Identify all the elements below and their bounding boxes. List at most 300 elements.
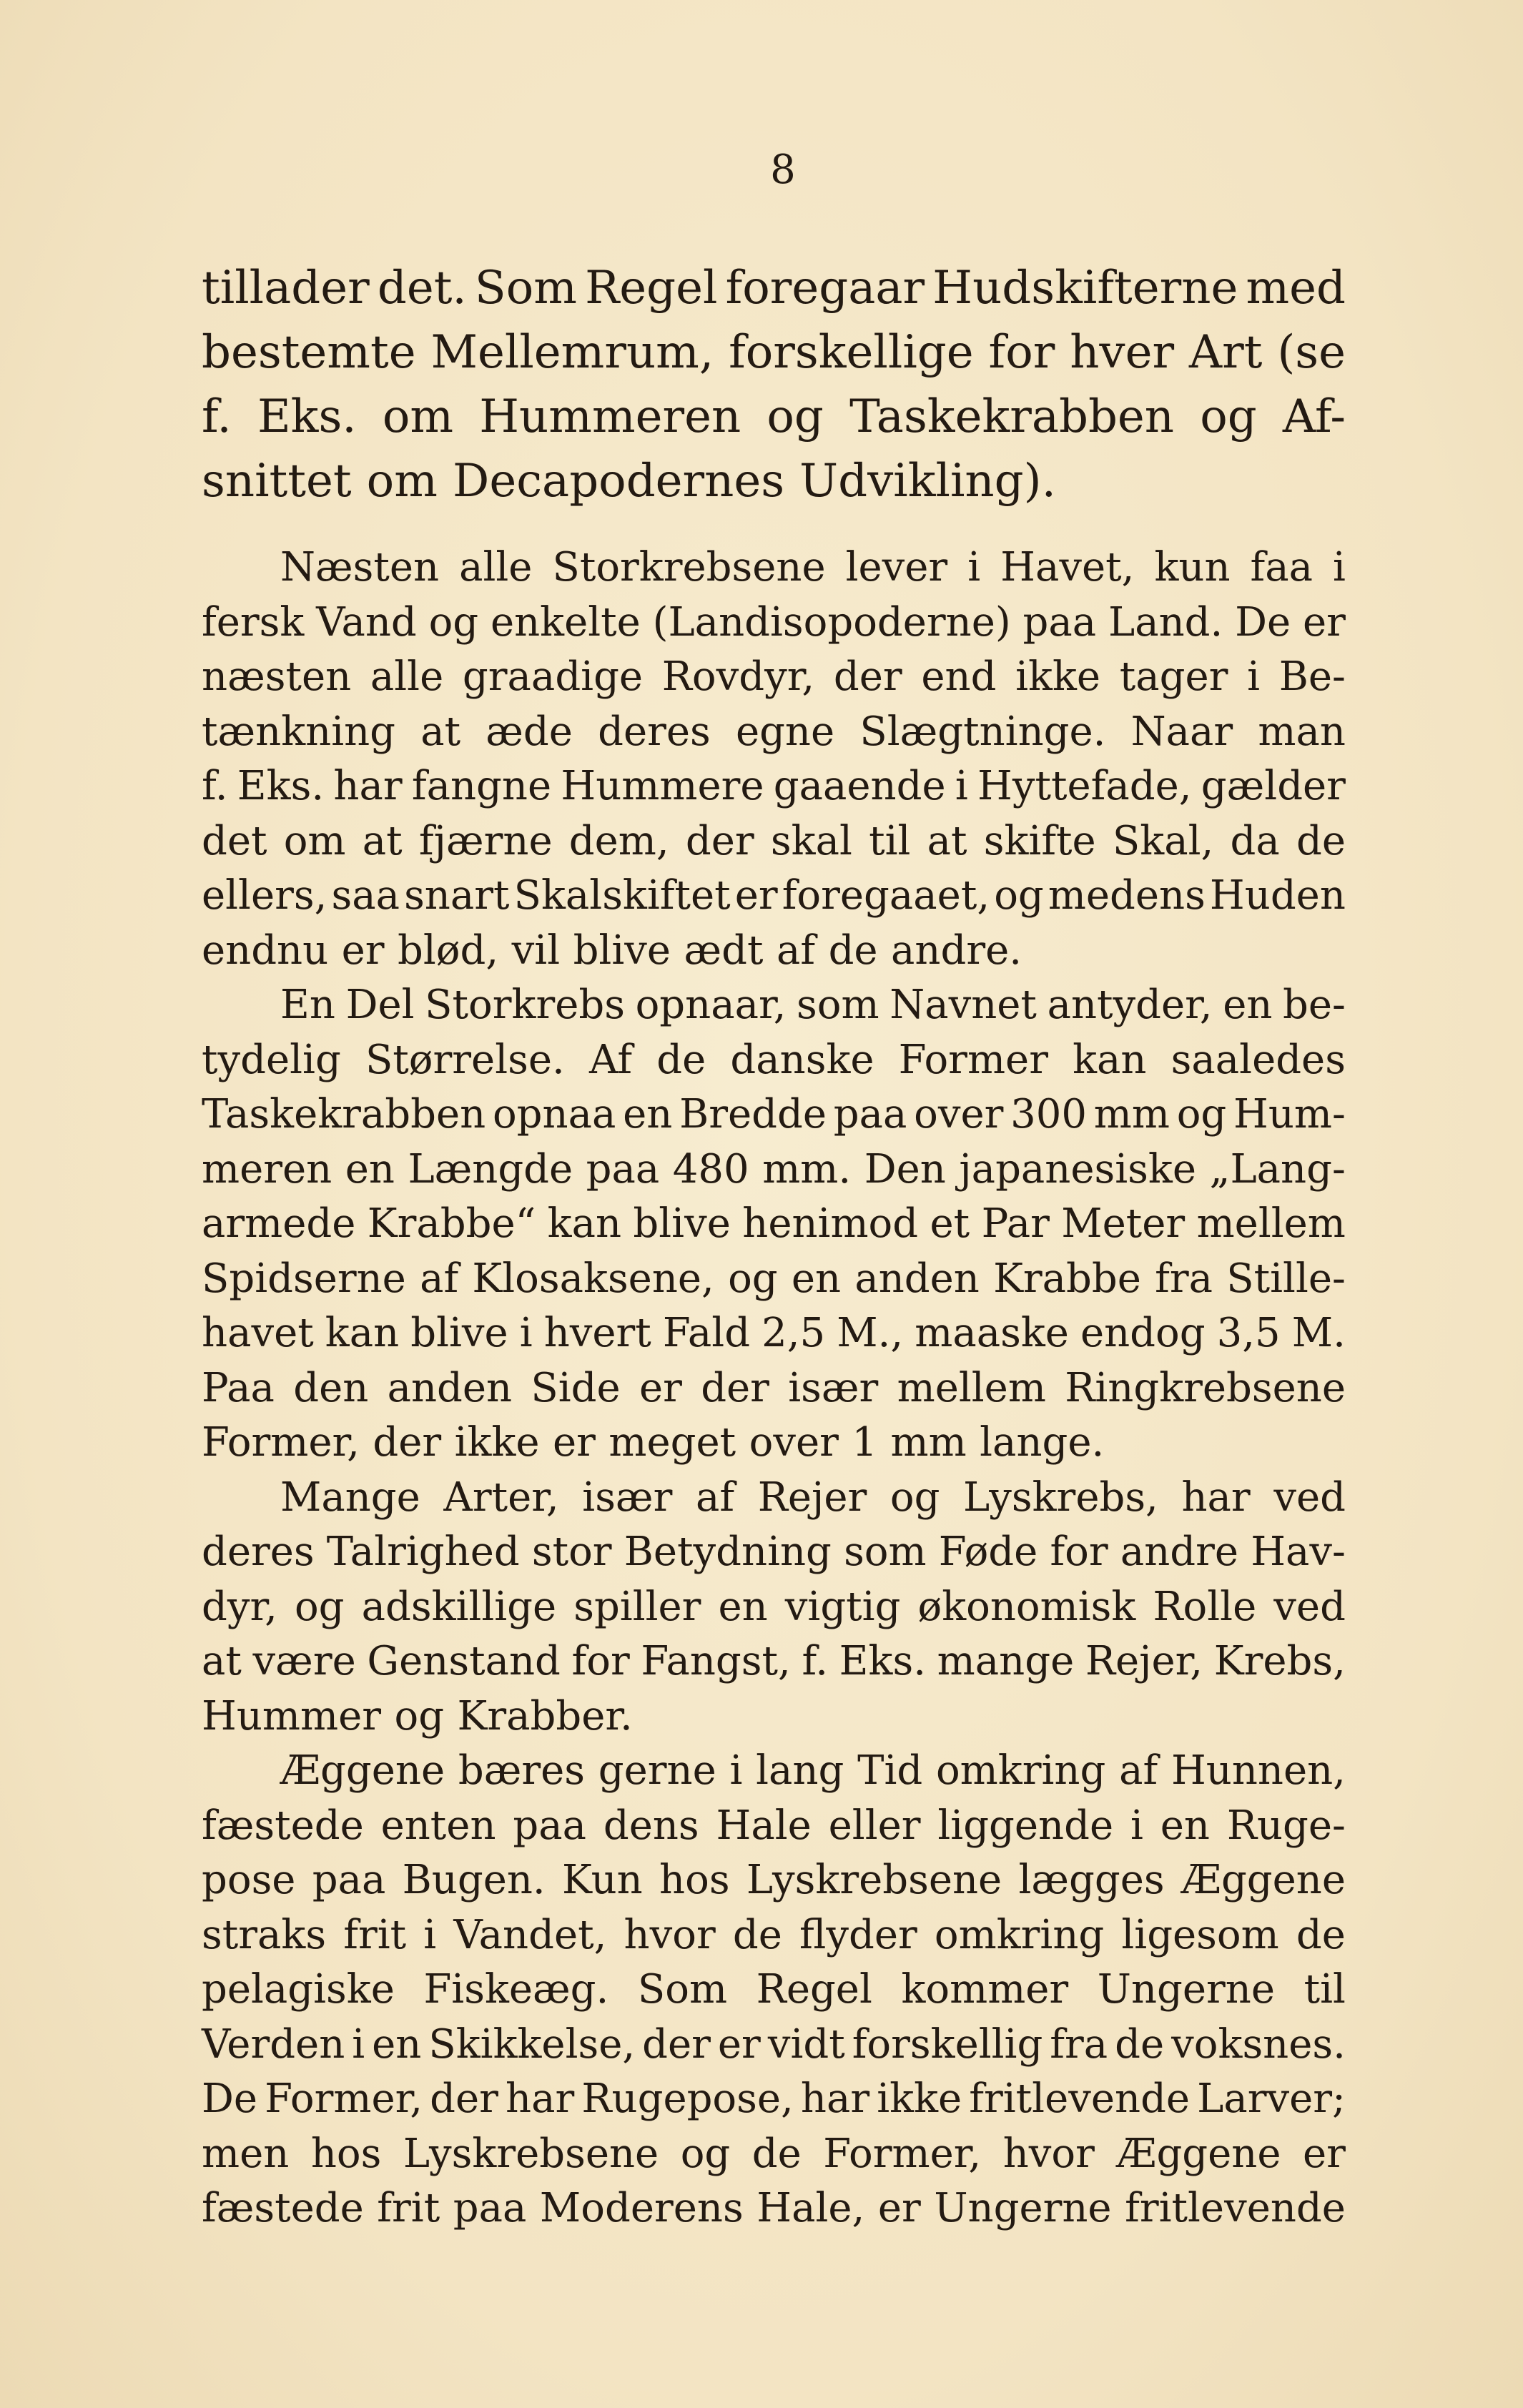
word: er <box>1303 598 1346 646</box>
text-line <box>202 2181 1346 2236</box>
word: ikke <box>1015 653 1101 700</box>
word: i <box>967 544 981 591</box>
word: ikke <box>454 1419 540 1466</box>
word: er <box>1303 2130 1346 2177</box>
word: Føde <box>938 1529 1038 1575</box>
word: blive <box>573 927 671 974</box>
word: Længde <box>408 1145 573 1193</box>
word: Paa <box>202 1364 275 1411</box>
word: for <box>1050 1529 1108 1575</box>
word: at <box>362 817 403 864</box>
word: Storkrebsene <box>552 544 826 591</box>
word: bestemte <box>202 326 416 379</box>
word: fjærne <box>418 817 553 864</box>
word: Af <box>588 1036 633 1083</box>
word: at <box>202 1638 242 1684</box>
word: 1 <box>852 1419 877 1466</box>
word: og <box>294 1583 345 1630</box>
word: Bredde <box>679 1091 827 1138</box>
text-line <box>202 1799 1346 1854</box>
word: endog <box>1080 1310 1206 1356</box>
word: de <box>1115 2020 1165 2068</box>
text-line <box>202 256 1346 320</box>
word: forskellige <box>729 326 974 379</box>
word: Krabbe <box>993 1255 1141 1302</box>
word: fæstede <box>202 2185 364 2231</box>
word: af <box>776 927 816 974</box>
word: Fald <box>662 1310 751 1356</box>
word: eller <box>828 1802 921 1849</box>
word: Skikkelse, <box>428 2020 636 2068</box>
word: har <box>800 2076 870 2122</box>
word: „Lang- <box>1209 1145 1346 1193</box>
word: i <box>1333 544 1346 591</box>
word: Eks. <box>839 1638 927 1684</box>
word: Krebs, <box>1213 1638 1346 1684</box>
word: Som <box>637 1966 728 2013</box>
word: om <box>382 390 454 443</box>
word: deres <box>202 1529 315 1575</box>
word: et <box>930 1200 970 1247</box>
word: Næsten <box>280 544 440 591</box>
word: af <box>1119 1747 1158 1794</box>
word: M., <box>837 1310 904 1356</box>
word: omkring <box>935 1747 1106 1794</box>
word: Talrighed <box>326 1529 520 1575</box>
word: vidt <box>767 2020 845 2068</box>
word: de <box>751 2130 802 2177</box>
word: Moderens <box>539 2185 744 2231</box>
word: Fiskeæg. <box>423 1966 609 2013</box>
word: Hale <box>716 1802 812 1849</box>
word: snart <box>404 872 510 919</box>
word: Udvikling). <box>799 455 1056 508</box>
word: i <box>1247 653 1261 700</box>
word: Krabbe“ <box>367 1200 536 1247</box>
word: Rejer <box>757 1474 867 1521</box>
word: over <box>749 1419 839 1466</box>
word: de <box>1296 1911 1346 1958</box>
word: Rejer, <box>1085 1638 1203 1684</box>
word: (se <box>1277 326 1346 379</box>
word: japanesiske <box>959 1145 1196 1193</box>
word: Regel <box>756 1966 872 2013</box>
word: Hale, <box>756 2185 865 2231</box>
word: mange <box>937 1638 1075 1684</box>
text-line <box>202 1143 1346 1198</box>
word: hvor <box>1002 2130 1095 2177</box>
text-line <box>202 1634 1346 1689</box>
word: en <box>1160 1802 1210 1849</box>
word: til <box>869 817 911 864</box>
text-line <box>202 1361 1346 1416</box>
word: der <box>373 1419 442 1466</box>
word: kan <box>1073 1036 1147 1083</box>
word: Huden <box>1209 872 1346 919</box>
text-line <box>202 2018 1346 2073</box>
word: liggende <box>937 1802 1114 1849</box>
word: paa <box>513 1802 586 1849</box>
word: der <box>642 2020 711 2068</box>
word: der <box>833 653 902 700</box>
word: som <box>844 1529 927 1575</box>
word: maaske <box>915 1310 1069 1356</box>
word: er <box>639 1364 682 1411</box>
word: man <box>1258 708 1346 755</box>
word: Hummere <box>561 763 764 809</box>
word: over <box>914 1091 1004 1138</box>
word: Hummer <box>202 1692 382 1740</box>
word: ædt <box>684 927 764 974</box>
word: omkring <box>934 1911 1105 1958</box>
word: Lyskrebs, <box>963 1474 1158 1521</box>
word: Krabber. <box>457 1692 633 1740</box>
word: være <box>252 1638 356 1684</box>
word: meren <box>202 1145 332 1193</box>
word: stor <box>531 1529 612 1575</box>
word: Former, <box>265 2076 423 2122</box>
word: opnaar, <box>635 982 787 1028</box>
word: ellers, <box>202 872 327 919</box>
word: Rovdyr, <box>661 653 815 700</box>
word: medens <box>1048 872 1206 919</box>
word: Bugen. <box>402 1857 546 1903</box>
word: i <box>352 2020 365 2068</box>
word: Som <box>474 262 577 315</box>
word: fangne <box>411 763 552 809</box>
word: paa <box>453 2185 527 2231</box>
word: andre. <box>891 927 1022 974</box>
word: havet <box>202 1310 314 1356</box>
word: som <box>797 982 879 1028</box>
word: mm. <box>762 1145 852 1193</box>
word: i <box>1130 1802 1143 1849</box>
word: flyder <box>799 1911 917 1958</box>
word: alle <box>459 544 533 591</box>
word: den <box>293 1364 369 1411</box>
word: henimod <box>742 1200 919 1247</box>
word: Naar <box>1130 708 1233 755</box>
text-line <box>202 1908 1346 1963</box>
text-line <box>202 596 1346 651</box>
word: Side <box>531 1364 621 1411</box>
word: pose <box>202 1857 296 1903</box>
word: Hudskifterne <box>932 262 1238 315</box>
word: Spidserne <box>202 1255 406 1302</box>
word: det. <box>377 262 467 315</box>
word: andre <box>1120 1529 1239 1575</box>
word: tænkning <box>202 708 396 755</box>
word: Tid <box>857 1747 923 1794</box>
text-line <box>202 541 1346 596</box>
word: ved <box>1273 1474 1346 1521</box>
word: hver <box>1070 326 1175 379</box>
text-line <box>202 1197 1346 1252</box>
word: en <box>1223 982 1273 1028</box>
word: om <box>366 455 438 508</box>
word: paa <box>833 1091 907 1138</box>
word: lang <box>756 1747 844 1794</box>
word: Larver; <box>1197 2076 1346 2122</box>
text-line <box>202 385 1346 449</box>
word: til <box>1303 1966 1346 2013</box>
page-number: 8 <box>770 147 796 193</box>
text-line <box>202 924 1346 979</box>
word: adskillige <box>361 1583 557 1630</box>
word: fæstede <box>202 1802 364 1849</box>
word: har <box>506 2076 575 2122</box>
text-line <box>202 650 1346 705</box>
word: danske <box>730 1036 874 1083</box>
word: paa <box>312 1857 386 1903</box>
word: Ruge- <box>1226 1802 1346 1849</box>
word: fritlevende <box>1125 2185 1346 2231</box>
word: især <box>582 1474 673 1521</box>
word: deres <box>598 708 711 755</box>
word: en <box>623 1091 673 1138</box>
word: saa <box>331 872 400 919</box>
word: lægges <box>1018 1857 1165 1903</box>
word: og <box>994 872 1044 919</box>
word: næsten <box>202 653 352 700</box>
word: i <box>729 1747 743 1794</box>
word: Land. <box>1108 598 1223 646</box>
text-line <box>202 1087 1346 1143</box>
word: kommer <box>901 1966 1069 2013</box>
word: foregaar <box>725 262 925 315</box>
word: snittet <box>202 455 352 508</box>
word: mm <box>1093 1091 1170 1138</box>
word: Skal, <box>1112 817 1214 864</box>
word: Rolle <box>1153 1583 1257 1630</box>
word: er <box>734 872 778 919</box>
word: for <box>571 1638 630 1684</box>
text-line <box>202 1252 1346 1307</box>
word: hos <box>659 1857 730 1903</box>
text-line <box>202 320 1346 385</box>
word: Lyskrebsene <box>403 2130 659 2177</box>
word: er <box>717 2020 761 2068</box>
word: Hummeren <box>479 390 741 443</box>
word: og <box>1200 390 1257 443</box>
word: Æggene <box>280 1747 445 1794</box>
word: Klosaksene, <box>472 1255 714 1302</box>
word: og <box>767 390 824 443</box>
word: vil <box>511 927 561 974</box>
word: mellem <box>897 1364 1046 1411</box>
word: enten <box>380 1802 496 1849</box>
word: (Landisopoderne) <box>652 598 1011 646</box>
word: og <box>1176 1091 1227 1138</box>
word: Kun <box>562 1857 643 1903</box>
word: hvert <box>543 1310 651 1356</box>
word: foregaaet, <box>782 872 990 919</box>
word: Havet, <box>1000 544 1135 591</box>
word: De <box>202 2076 258 2122</box>
word: Art <box>1188 326 1263 379</box>
word: Del <box>345 982 415 1028</box>
text-line <box>202 1033 1346 1088</box>
word: tydelig <box>202 1036 341 1083</box>
word: 480 <box>672 1145 749 1193</box>
word: Af- <box>1282 390 1346 443</box>
word: at <box>420 708 461 755</box>
word: Betydning <box>624 1529 832 1575</box>
word: frit <box>343 1911 407 1958</box>
word: Hyttefade, <box>977 763 1192 809</box>
word: Stille- <box>1226 1255 1346 1302</box>
word: især <box>788 1364 879 1411</box>
word: forskellig <box>852 2020 1043 2068</box>
word: Den <box>864 1145 946 1193</box>
word: hvor <box>624 1911 716 1958</box>
word: f. <box>202 763 228 809</box>
word: end <box>921 653 997 700</box>
word: økonomisk <box>917 1583 1136 1630</box>
word: Hum- <box>1233 1091 1346 1138</box>
text-line <box>202 759 1346 814</box>
word: 3,5 <box>1216 1310 1281 1356</box>
word: Hav- <box>1251 1529 1346 1575</box>
word: antyder, <box>1047 982 1213 1028</box>
word: Genstand <box>367 1638 561 1684</box>
word: 2,5 <box>762 1310 826 1356</box>
word: de <box>1296 817 1346 864</box>
word: Vand <box>316 598 417 646</box>
word: Arter, <box>443 1474 559 1521</box>
word: opnaa <box>492 1091 616 1138</box>
word: og <box>728 1255 778 1302</box>
word: er <box>341 927 385 974</box>
word: Ungerne <box>934 2185 1112 2231</box>
word: blive <box>410 1310 508 1356</box>
word: meget <box>608 1419 736 1466</box>
word: en <box>718 1583 768 1630</box>
word: fra <box>1155 1255 1213 1302</box>
text-line <box>202 1853 1346 1908</box>
word: Former, <box>823 2130 982 2177</box>
word: ligesom <box>1121 1911 1279 1958</box>
word: Meter <box>1061 1200 1186 1247</box>
word: Be- <box>1278 653 1346 700</box>
word: anden <box>854 1255 980 1302</box>
word: Ringkrebsene <box>1065 1364 1346 1411</box>
word: i <box>423 1911 437 1958</box>
word: der <box>701 1364 769 1411</box>
word: Navnet <box>889 982 1037 1028</box>
word: Par <box>981 1200 1050 1247</box>
word: Verden <box>202 2020 345 2068</box>
word: de <box>732 1911 782 1958</box>
word: det <box>202 817 267 864</box>
word: kan <box>325 1310 400 1356</box>
word: har <box>333 763 403 809</box>
word: er <box>877 2185 921 2231</box>
word: der <box>430 2076 498 2122</box>
text-line <box>202 1525 1346 1580</box>
word: egne <box>735 708 835 755</box>
word: Slægtninge. <box>859 708 1106 755</box>
word: Eks. <box>257 390 357 443</box>
word: gerne <box>598 1747 716 1794</box>
word: blød, <box>398 927 499 974</box>
word: gaaende <box>773 763 946 809</box>
word: med <box>1246 262 1346 315</box>
word: Regel <box>585 262 718 315</box>
word: og <box>394 1692 445 1740</box>
word: vigtig <box>784 1583 901 1630</box>
word: bæres <box>458 1747 585 1794</box>
word: De <box>1235 598 1291 646</box>
word: Decapodernes <box>453 455 785 508</box>
word: hos <box>310 2130 382 2177</box>
body-text <box>202 256 1346 2236</box>
word: af <box>695 1474 735 1521</box>
word: dem, <box>568 817 669 864</box>
word: skal <box>770 817 852 864</box>
word: alle <box>370 653 444 700</box>
word: graadige <box>462 653 644 700</box>
text-line <box>202 1580 1346 1635</box>
word: en <box>791 1255 842 1302</box>
word: Taskekrabben <box>202 1091 486 1138</box>
word: Mange <box>280 1474 420 1521</box>
word: paa <box>586 1145 660 1193</box>
text-line <box>202 1416 1346 1471</box>
word: Fangst, <box>641 1638 791 1684</box>
word: kun <box>1154 544 1231 591</box>
word: dens <box>603 1802 699 1849</box>
text-line <box>202 449 1346 513</box>
word: Storkrebs <box>425 982 625 1028</box>
word: paa <box>1022 598 1097 646</box>
text-line <box>202 869 1346 924</box>
word: ved <box>1273 1583 1346 1630</box>
text-line <box>202 814 1346 869</box>
word: Æggene <box>1181 1857 1346 1903</box>
word: lange. <box>980 1419 1105 1466</box>
word: Størrelse. <box>365 1036 565 1083</box>
word: de <box>828 927 878 974</box>
word: en <box>372 2020 422 2068</box>
word: Æggene <box>1116 2130 1281 2177</box>
word: af <box>420 1255 459 1302</box>
word: Hunnen, <box>1170 1747 1346 1794</box>
word: gælder <box>1201 763 1346 809</box>
text-line <box>202 2127 1346 2182</box>
word: om <box>283 817 346 864</box>
word: faa <box>1250 544 1313 591</box>
word: frit <box>377 2185 440 2231</box>
word: i <box>519 1310 533 1356</box>
word: en <box>345 1145 395 1193</box>
text-line <box>202 978 1346 1033</box>
word: har <box>1181 1474 1251 1521</box>
word: for <box>988 326 1055 379</box>
word: æde <box>486 708 573 755</box>
word: Ungerne <box>1097 1966 1276 2013</box>
word: og <box>680 2130 731 2177</box>
word: f. <box>802 1638 828 1684</box>
word: blive <box>633 1200 731 1247</box>
word: da <box>1230 817 1280 864</box>
text-line <box>202 1689 1346 1745</box>
word: i <box>955 763 968 809</box>
word: Skalskiftet <box>513 872 731 919</box>
word: Eks. <box>237 763 325 809</box>
word: be- <box>1283 982 1346 1028</box>
word: Vandet, <box>453 1911 607 1958</box>
